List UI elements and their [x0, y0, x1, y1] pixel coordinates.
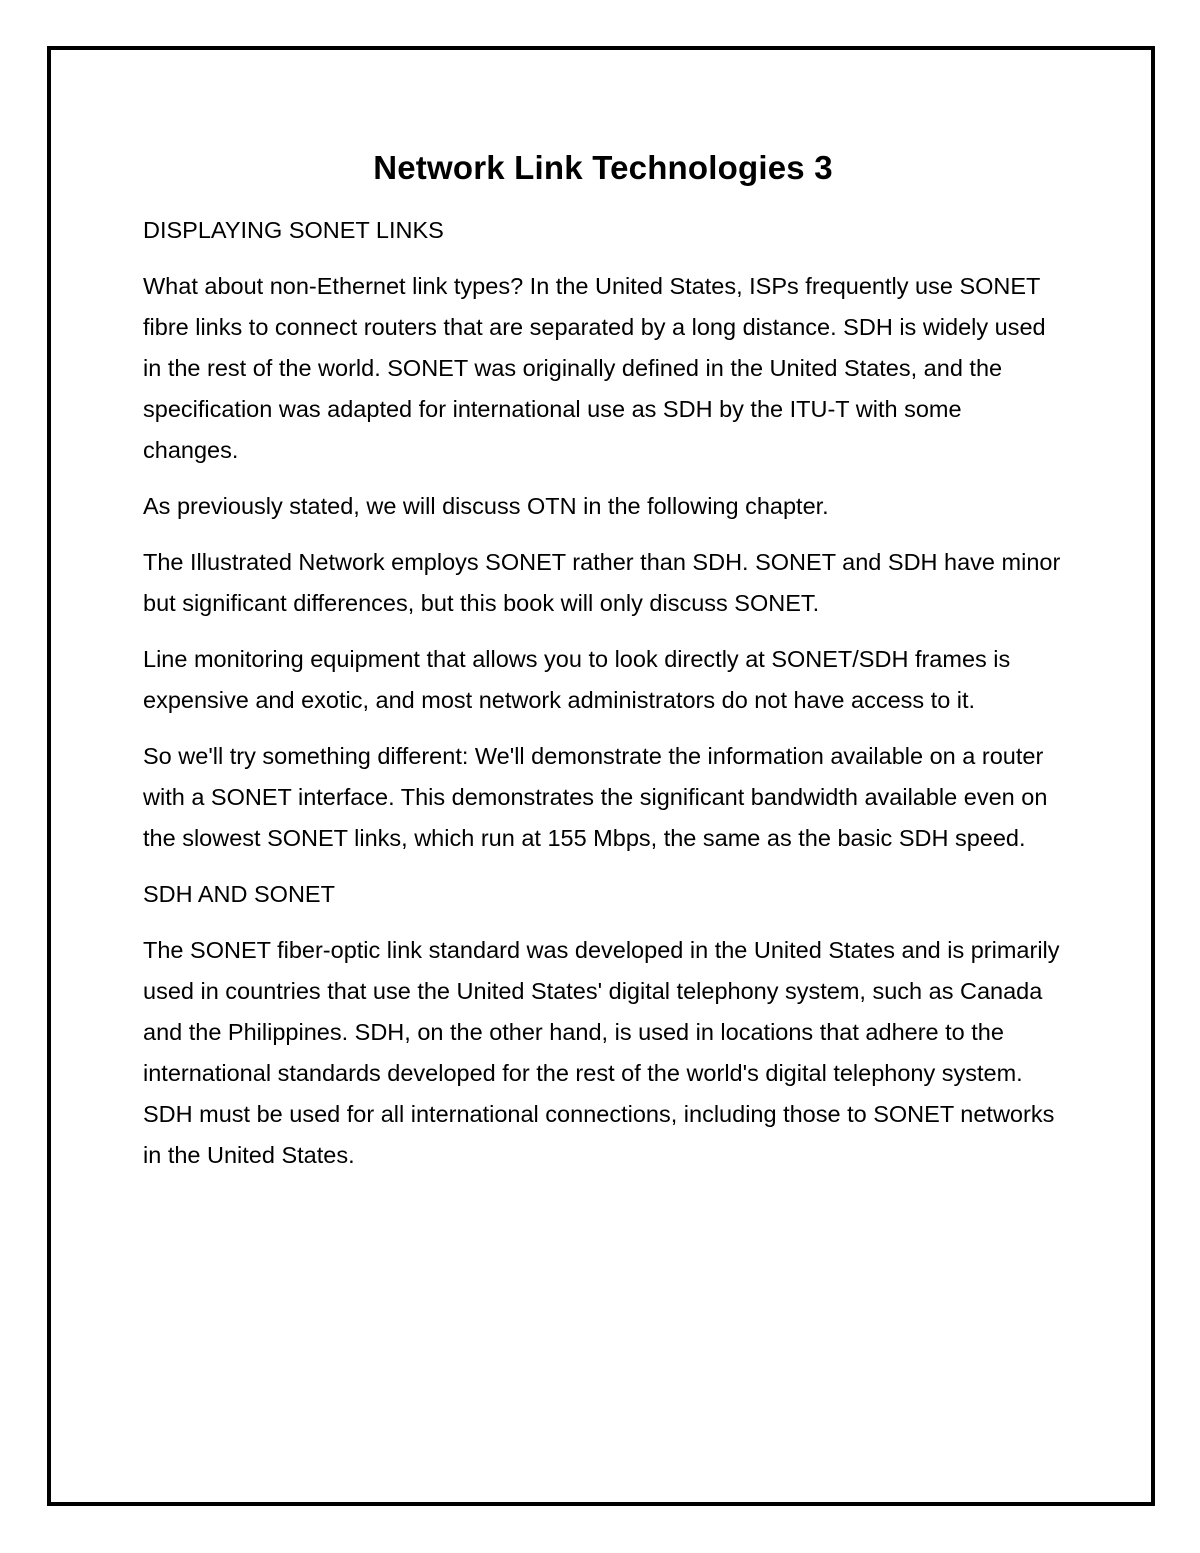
paragraph: The Illustrated Network employs SONET rather than SDH. SONET and SDH have minor but significant differences, but this book will only discuss SONET. — [143, 549, 1061, 616]
section-heading-sdh-and-sonet: SDH AND SONET — [143, 881, 335, 907]
paragraph: What about non-Ethernet link types? In the United States, ISPs frequently use SONET fibre links to connect routers that are separated by a long distance. SDH is widely used in the rest of the world. SONET was originally defined in the United States, and the specification was adapted for international use as SDH by the ITU-T with some changes. — [143, 273, 1046, 463]
paragraph: So we'll try something different: We'll demonstrate the information available on a router with a SONET interface. This demonstrates the significant bandwidth available even on the slowest SONET links, which run at 155 Mbps, the same as the basic SDH speed. — [143, 743, 1048, 851]
page-title: Network Link Technologies 3 — [373, 149, 833, 186]
paragraph: As previously stated, we will discuss OTN in the following chapter. — [143, 493, 829, 519]
document-body — [143, 148, 1063, 1191]
section-heading-displaying-sonet-links: DISPLAYING SONET LINKS — [143, 217, 444, 243]
paragraph: Line monitoring equipment that allows you to look directly at SONET/SDH frames is expensive and exotic, and most network administrators do not have access to it. — [143, 646, 1011, 713]
paragraph: The SONET fiber-optic link standard was developed in the United States and is primarily used in countries that use the United States' digital telephony system, such as Canada and the Philippines. SDH, on the other hand, is used in locations that adhere to the international standards developed for the rest of the world's digital telephony system. SDH must be used for all international connections, including those to SONET networks in the United States. — [143, 937, 1060, 1168]
